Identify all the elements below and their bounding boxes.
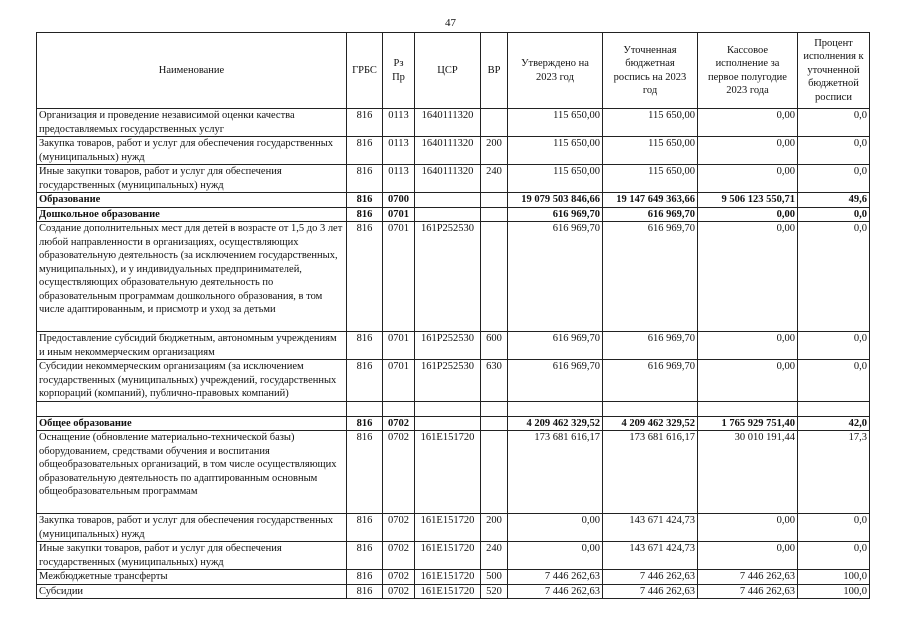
cell-csr	[415, 193, 481, 208]
cell-percent	[798, 401, 870, 416]
cell-name	[37, 401, 347, 416]
table-row-section	[37, 416, 870, 431]
cell-grbs: 816	[347, 222, 383, 332]
cell-rzpr	[383, 401, 415, 416]
cell-name: Дошкольное образование	[37, 207, 347, 222]
cell-csr: 161P252530	[415, 222, 481, 332]
cell-percent: 0,0	[798, 222, 870, 332]
cell-approved: 0,00	[508, 542, 603, 570]
cell-cash: 1 765 929 751,40	[698, 416, 798, 431]
table-row	[37, 584, 870, 599]
cell-name: Субсидии	[37, 584, 347, 599]
cell-grbs: 816	[347, 109, 383, 137]
table-row	[37, 542, 870, 570]
cell-vr: 200	[481, 137, 508, 165]
cell-specified: 616 969,70	[603, 207, 698, 222]
cell-csr: 161E151720	[415, 584, 481, 599]
cell-percent: 49,6	[798, 193, 870, 208]
cell-vr: 630	[481, 360, 508, 402]
cell-name: Иные закупки товаров, работ и услуг для обеспечения государственных (муниципальных) нужд	[37, 165, 347, 193]
cell-grbs: 816	[347, 542, 383, 570]
cell-name: Предоставление субсидий бюджетным, автономным учреждениям и иным некоммерческим организациям	[37, 332, 347, 360]
cell-rzpr: 0701	[383, 332, 415, 360]
cell-grbs: 816	[347, 193, 383, 208]
cell-approved: 19 079 503 846,66	[508, 193, 603, 208]
cell-approved	[508, 401, 603, 416]
cell-vr: 520	[481, 584, 508, 599]
cell-cash: 9 506 123 550,71	[698, 193, 798, 208]
table-row-section	[37, 193, 870, 208]
table-row	[37, 109, 870, 137]
cell-vr	[481, 222, 508, 332]
cell-vr: 240	[481, 542, 508, 570]
cell-name: Закупка товаров, работ и услуг для обеспечения государственных (муниципальных) нужд	[37, 137, 347, 165]
cell-rzpr: 0702	[383, 584, 415, 599]
cell-csr: 161P252530	[415, 332, 481, 360]
cell-cash: 30 010 191,44	[698, 431, 798, 514]
cell-grbs: 816	[347, 416, 383, 431]
cell-cash: 7 446 262,63	[698, 584, 798, 599]
cell-csr	[415, 401, 481, 416]
cell-percent: 17,3	[798, 431, 870, 514]
cell-csr: 161E151720	[415, 431, 481, 514]
cell-rzpr: 0701	[383, 222, 415, 332]
cell-cash: 0,00	[698, 332, 798, 360]
header-cash: Кассовое исполнение за первое полугодие 2023 года	[698, 33, 798, 109]
cell-specified: 616 969,70	[603, 222, 698, 332]
cell-vr	[481, 193, 508, 208]
cell-cash	[698, 401, 798, 416]
table-row	[37, 360, 870, 402]
cell-percent: 0,0	[798, 109, 870, 137]
cell-percent: 0,0	[798, 360, 870, 402]
cell-name: Общее образование	[37, 416, 347, 431]
header-percent: Процент исполнения к уточненной бюджетной росписи	[798, 33, 870, 109]
cell-specified: 19 147 649 363,66	[603, 193, 698, 208]
cell-rzpr: 0702	[383, 514, 415, 542]
cell-grbs: 816	[347, 137, 383, 165]
cell-name: Закупка товаров, работ и услуг для обеспечения государственных (муниципальных) нужд	[37, 514, 347, 542]
table-row	[37, 431, 870, 514]
cell-specified: 115 650,00	[603, 109, 698, 137]
cell-approved: 616 969,70	[508, 222, 603, 332]
cell-specified: 143 671 424,73	[603, 542, 698, 570]
cell-approved: 616 969,70	[508, 207, 603, 222]
cell-cash: 0,00	[698, 137, 798, 165]
cell-approved: 115 650,00	[508, 109, 603, 137]
cell-vr: 600	[481, 332, 508, 360]
header-grbs: ГРБС	[347, 33, 383, 109]
table-row-section	[37, 207, 870, 222]
cell-approved: 7 446 262,63	[508, 584, 603, 599]
table-row	[37, 332, 870, 360]
cell-cash: 0,00	[698, 222, 798, 332]
table-row	[37, 222, 870, 332]
cell-name: Создание дополнительных мест для детей в возрасте от 1,5 до 3 лет любой направленности в организациях, осуществляющих образовательную деятельность (за исключением государственных, муниципальных), и у индивидуальных предпринимателей, осуществляющих образовательную деятельность по образовательным программам дошкольного образования, в том числе адаптированным, и присмотр и уход за детьми	[37, 222, 347, 332]
cell-approved: 115 650,00	[508, 137, 603, 165]
cell-csr: 161P252530	[415, 360, 481, 402]
cell-name: Субсидии некоммерческим организациям (за исключением государственных (муниципальных) учреждений, государственных корпораций (компаний), публично-правовых компаний)	[37, 360, 347, 402]
cell-percent: 0,0	[798, 514, 870, 542]
cell-rzpr: 0113	[383, 165, 415, 193]
cell-rzpr: 0702	[383, 431, 415, 514]
header-csr: ЦСР	[415, 33, 481, 109]
cell-approved: 616 969,70	[508, 332, 603, 360]
cell-csr: 1640111320	[415, 137, 481, 165]
cell-vr	[481, 431, 508, 514]
cell-specified: 7 446 262,63	[603, 584, 698, 599]
cell-percent: 0,0	[798, 137, 870, 165]
cell-rzpr: 0113	[383, 109, 415, 137]
cell-cash: 0,00	[698, 360, 798, 402]
table-row	[37, 514, 870, 542]
cell-specified: 4 209 462 329,52	[603, 416, 698, 431]
cell-vr: 500	[481, 570, 508, 585]
cell-specified: 616 969,70	[603, 332, 698, 360]
cell-grbs: 816	[347, 360, 383, 402]
cell-rzpr: 0113	[383, 137, 415, 165]
table-row	[37, 165, 870, 193]
cell-percent: 0,0	[798, 332, 870, 360]
cell-cash: 0,00	[698, 542, 798, 570]
cell-approved: 173 681 616,17	[508, 431, 603, 514]
cell-specified: 143 671 424,73	[603, 514, 698, 542]
cell-name: Организация и проведение независимой оценки качества предоставляемых государственных услуг	[37, 109, 347, 137]
cell-cash: 0,00	[698, 514, 798, 542]
page-number: 47	[445, 17, 456, 29]
table-header-row	[37, 33, 870, 109]
cell-grbs	[347, 401, 383, 416]
cell-cash: 0,00	[698, 109, 798, 137]
cell-percent: 100,0	[798, 584, 870, 599]
cell-approved: 115 650,00	[508, 165, 603, 193]
cell-rzpr: 0702	[383, 416, 415, 431]
cell-vr	[481, 207, 508, 222]
cell-name: Оснащение (обновление материально-технической базы) оборудованием, средствами обучения и воспитания общеобразовательных организаций, в том числе осуществляющих образовательную деятельность по адаптированным основным общеобразовательным программам	[37, 431, 347, 514]
cell-grbs: 816	[347, 332, 383, 360]
cell-csr: 1640111320	[415, 109, 481, 137]
cell-name: Межбюджетные трансферты	[37, 570, 347, 585]
cell-vr: 200	[481, 514, 508, 542]
cell-grbs: 816	[347, 207, 383, 222]
cell-specified	[603, 401, 698, 416]
cell-csr: 1640111320	[415, 165, 481, 193]
cell-specified: 115 650,00	[603, 137, 698, 165]
table-row-empty	[37, 401, 870, 416]
cell-csr: 161E151720	[415, 570, 481, 585]
cell-vr: 240	[481, 165, 508, 193]
cell-specified: 7 446 262,63	[603, 570, 698, 585]
budget-table	[36, 32, 870, 599]
cell-grbs: 816	[347, 570, 383, 585]
header-vr: ВР	[481, 33, 508, 109]
cell-rzpr: 0700	[383, 193, 415, 208]
cell-cash: 0,00	[698, 207, 798, 222]
cell-rzpr: 0701	[383, 207, 415, 222]
cell-cash: 0,00	[698, 165, 798, 193]
cell-name: Образование	[37, 193, 347, 208]
cell-percent: 100,0	[798, 570, 870, 585]
cell-csr: 161E151720	[415, 542, 481, 570]
cell-grbs: 816	[347, 431, 383, 514]
cell-approved: 7 446 262,63	[508, 570, 603, 585]
cell-grbs: 816	[347, 584, 383, 599]
table-row	[37, 570, 870, 585]
cell-specified: 115 650,00	[603, 165, 698, 193]
cell-csr: 161E151720	[415, 514, 481, 542]
cell-approved: 4 209 462 329,52	[508, 416, 603, 431]
cell-name: Иные закупки товаров, работ и услуг для обеспечения государственных (муниципальных) нужд	[37, 542, 347, 570]
cell-specified: 616 969,70	[603, 360, 698, 402]
cell-percent: 42,0	[798, 416, 870, 431]
header-name: Наименование	[37, 33, 347, 109]
cell-cash: 7 446 262,63	[698, 570, 798, 585]
cell-vr	[481, 109, 508, 137]
header-approved: Утверждено на 2023 год	[508, 33, 603, 109]
cell-csr	[415, 207, 481, 222]
header-rzpr: Рз Пр	[383, 33, 415, 109]
cell-grbs: 816	[347, 514, 383, 542]
cell-specified: 173 681 616,17	[603, 431, 698, 514]
table-row	[37, 137, 870, 165]
cell-rzpr: 0702	[383, 542, 415, 570]
cell-rzpr: 0701	[383, 360, 415, 402]
cell-grbs: 816	[347, 165, 383, 193]
cell-approved: 616 969,70	[508, 360, 603, 402]
cell-percent: 0,0	[798, 207, 870, 222]
cell-rzpr: 0702	[383, 570, 415, 585]
cell-vr	[481, 416, 508, 431]
cell-vr	[481, 401, 508, 416]
cell-percent: 0,0	[798, 542, 870, 570]
cell-percent: 0,0	[798, 165, 870, 193]
cell-approved: 0,00	[508, 514, 603, 542]
cell-csr	[415, 416, 481, 431]
header-specified: Уточненная бюджетная роспись на 2023 год	[603, 33, 698, 109]
